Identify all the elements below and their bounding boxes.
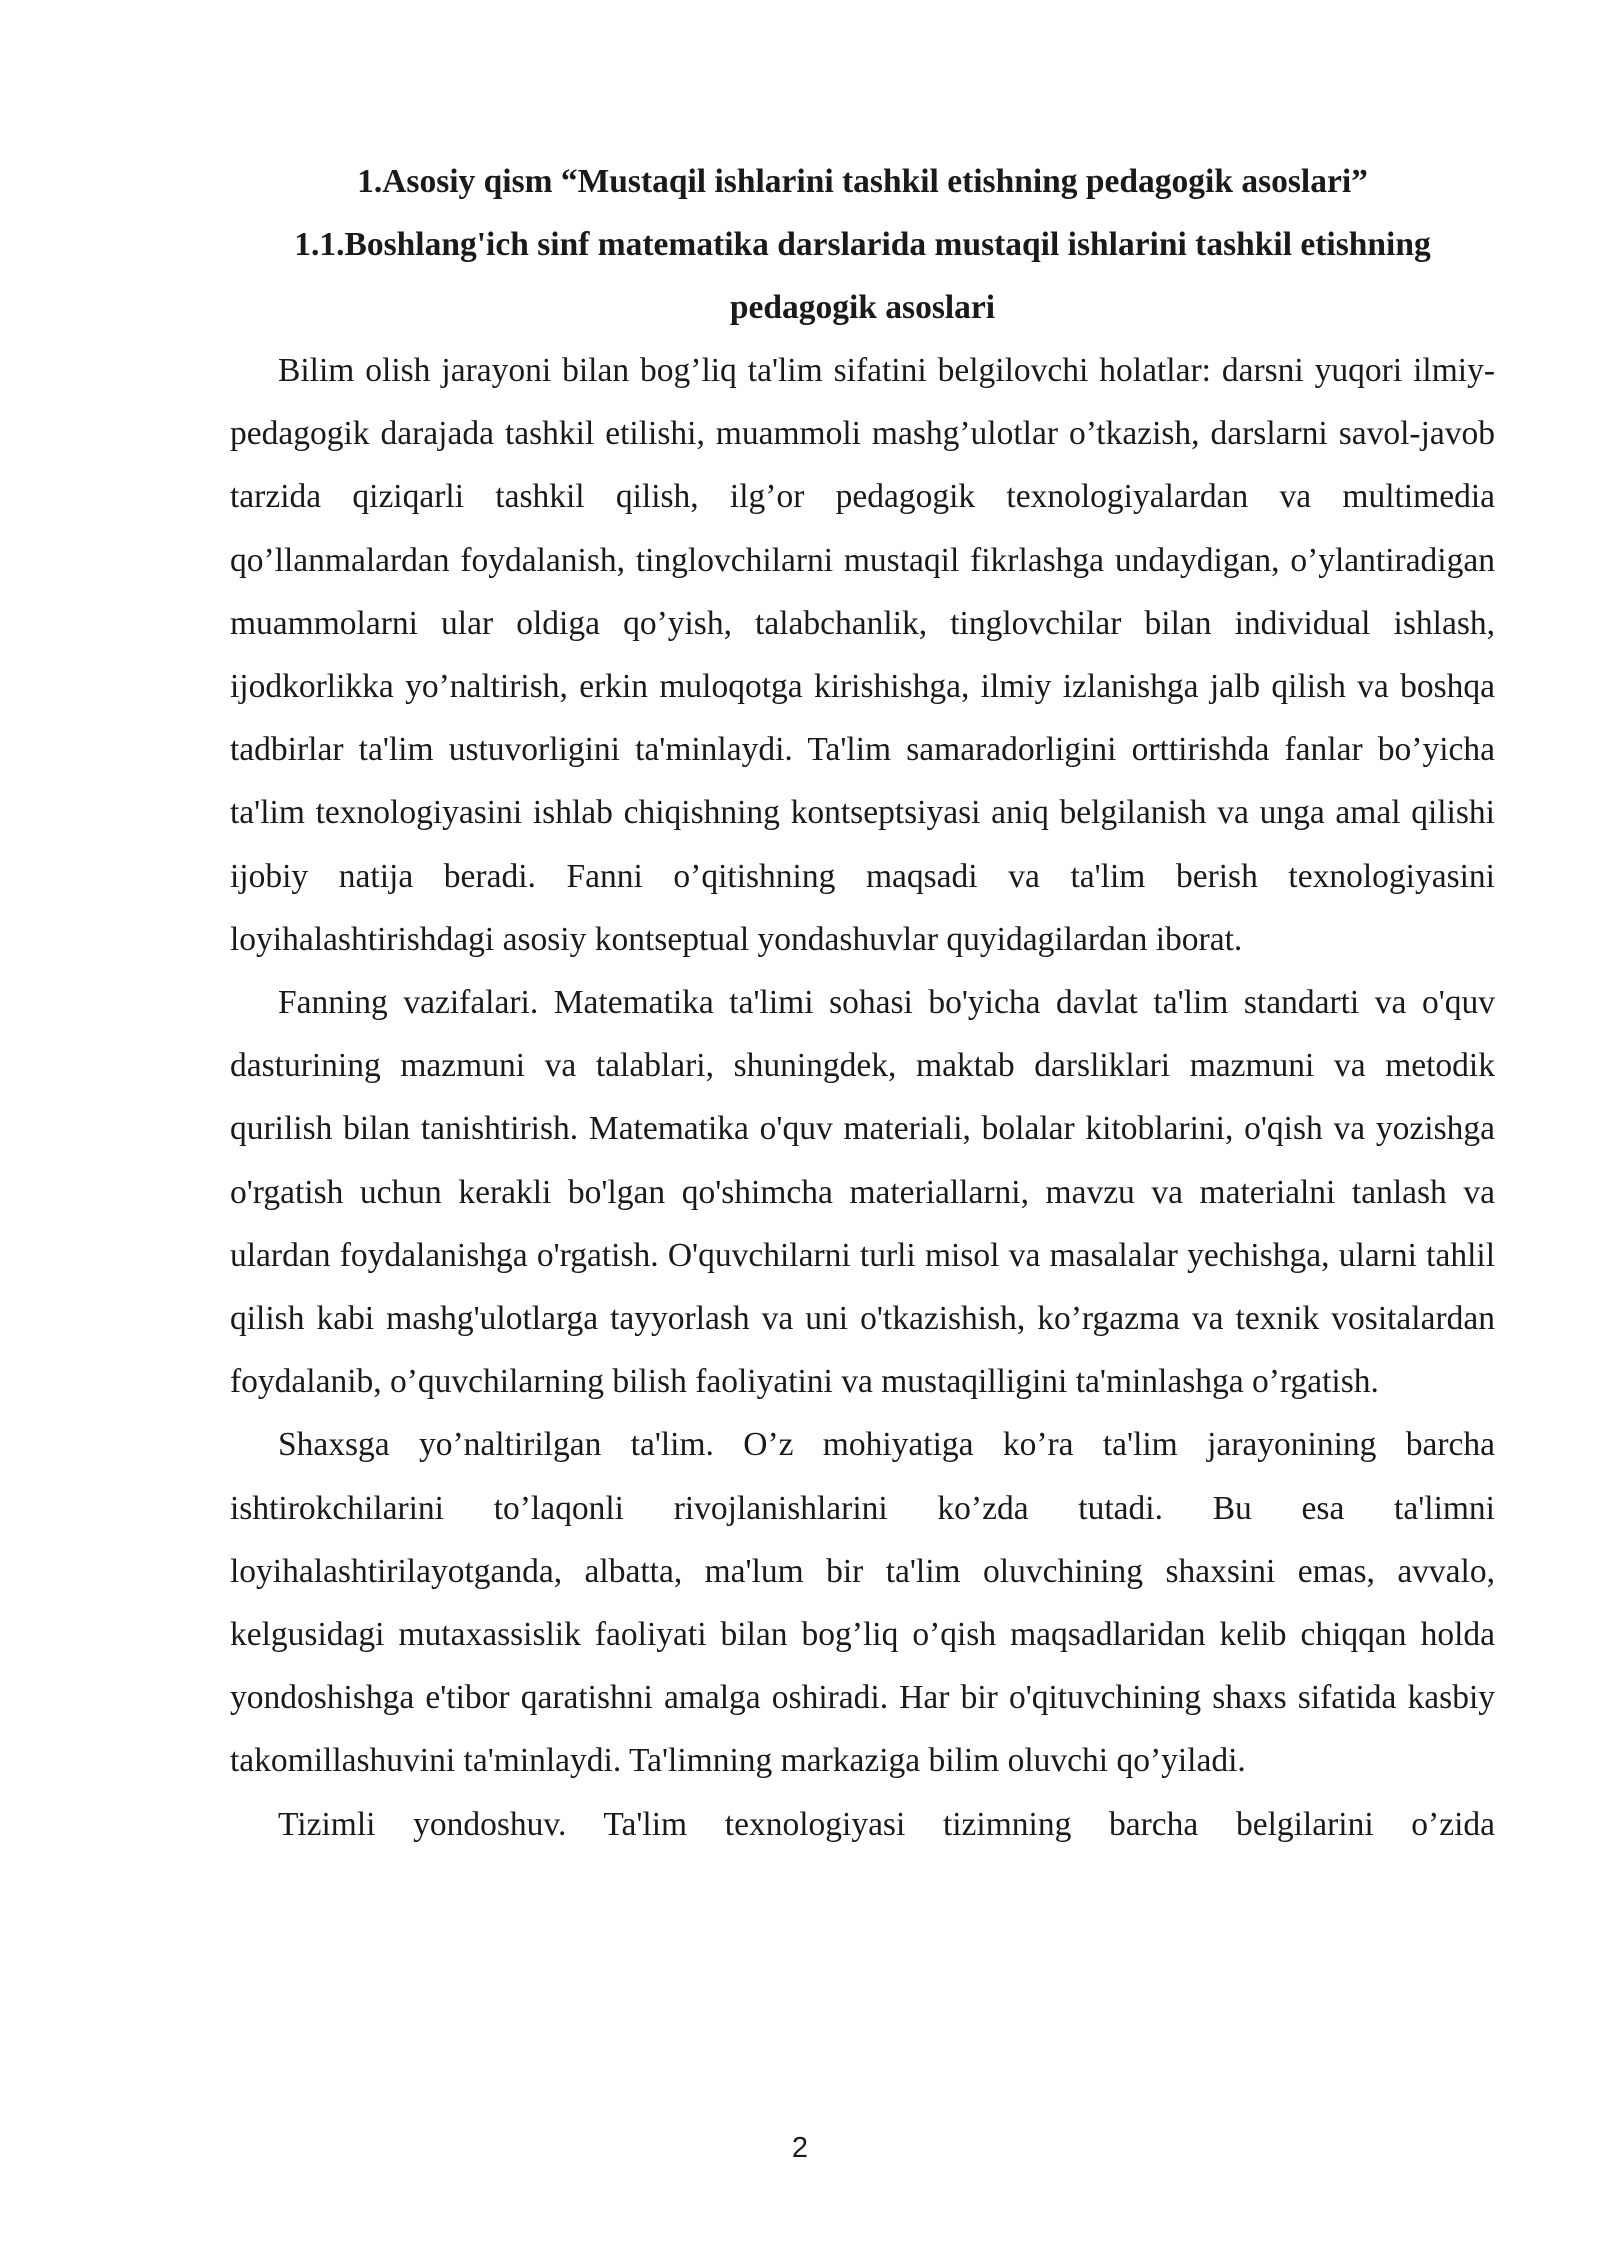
paragraph-1: Bilim olish jarayoni bilan bog’liq ta'lim sifatini belgilovchi holatlar: darsni yuqori ilmiy-pedagogik darajada tashkil etilishi, muammoli mashg’ulotlar o’tkazish, darslarni savol-javob tarzida qiziqarli tashkil qilish, ilg’or pedagogik texnologiyalardan va multimedia qo’llanmalardan foydalanish, tinglovchilarni mustaqil fikrlashga undaydigan, o’ylantiradigan muammolarni ular oldiga qo’yish, talabchanlik, tinglovchilar bilan individual ishlash, ijodkorlikka yo’naltirish, erkin muloqotga kirishishga, ilmiy izlanishga jalb qilish va boshqa tadbirlar ta'lim ustuvorligini ta'minlaydi. Ta'lim samaradorligini orttirishda fanlar bo’yicha ta'lim texnologiyasini ishlab chiqishning kontseptsiyasi aniq belgilanish va unga amal qilishi ijobiy natija beradi. Fanni o’qitishning maqsadi va ta'lim berish texnologiyasini loyihalashtirishdagi asosiy kontseptual yondashuvlar quyidagilardan iborat.	[230, 352, 1495, 958]
main-heading: 1.Asosiy qism “Mustaqil ishlarini tashkil etishning pedagogik asoslari”	[357, 163, 1368, 200]
page-number: 2	[791, 2132, 809, 2164]
sub-heading: 1.1.Boshlang'ich sinf matematika darslarida mustaqil ishlarini tashkil etishning pedagogik asoslari	[294, 226, 1431, 326]
page-content	[230, 150, 1495, 1856]
paragraph-4: Tizimli yondoshuv. Ta'lim texnologiyasi tizimning barcha belgilarini o’zida	[278, 1805, 1495, 1843]
paragraph-3: Shaxsga yo’naltirilgan ta'lim. O’z mohiyatiga ko’ra ta'lim jarayonining barcha ishtirokchilarini to’laqonli rivojlanishlarini ko’zda tutadi. Bu esa ta'limni loyihalashtirilayotganda, albatta, ma'lum bir ta'lim oluvchining shaxsini emas, avvalo, kelgusidagi mutaxassislik faoliyati bilan bog’liq o’qish maqsadlaridan kelib chiqqan holda yondoshishga e'tibor qaratishni amalga oshiradi. Har bir o'qituvchining shaxs sifatida kasbiy takomillashuvini ta'minlaydi. Ta'limning markaziga bilim oluvchi qo’yiladi.	[230, 1426, 1495, 1780]
paragraph-2: Fanning vazifalari. Matematika ta'limi sohasi bo'yicha davlat ta'lim standarti va o'quv dasturining mazmuni va talablari, shuningdek, maktab darsliklari mazmuni va metodik qurilish bilan tanishtirish. Matematika o'quv materiali, bolalar kitoblarini, o'qish va yozishga o'rgatish uchun kerakli bo'lgan qo'shimcha materiallarni, mavzu va materialni tanlash va ulardan foydalanishga o'rgatish. O'quvchilarni turli misol va masalalar yechishga, ularni tahlil qilish kabi mashg'ulotlarga tayyorlash va uni o'tkazishish, ko’rgazma va texnik vositalardan foydalanib, o’quvchilarning bilish faoliyatini va mustaqilligini ta'minlashga o’rgatish.	[230, 984, 1495, 1401]
